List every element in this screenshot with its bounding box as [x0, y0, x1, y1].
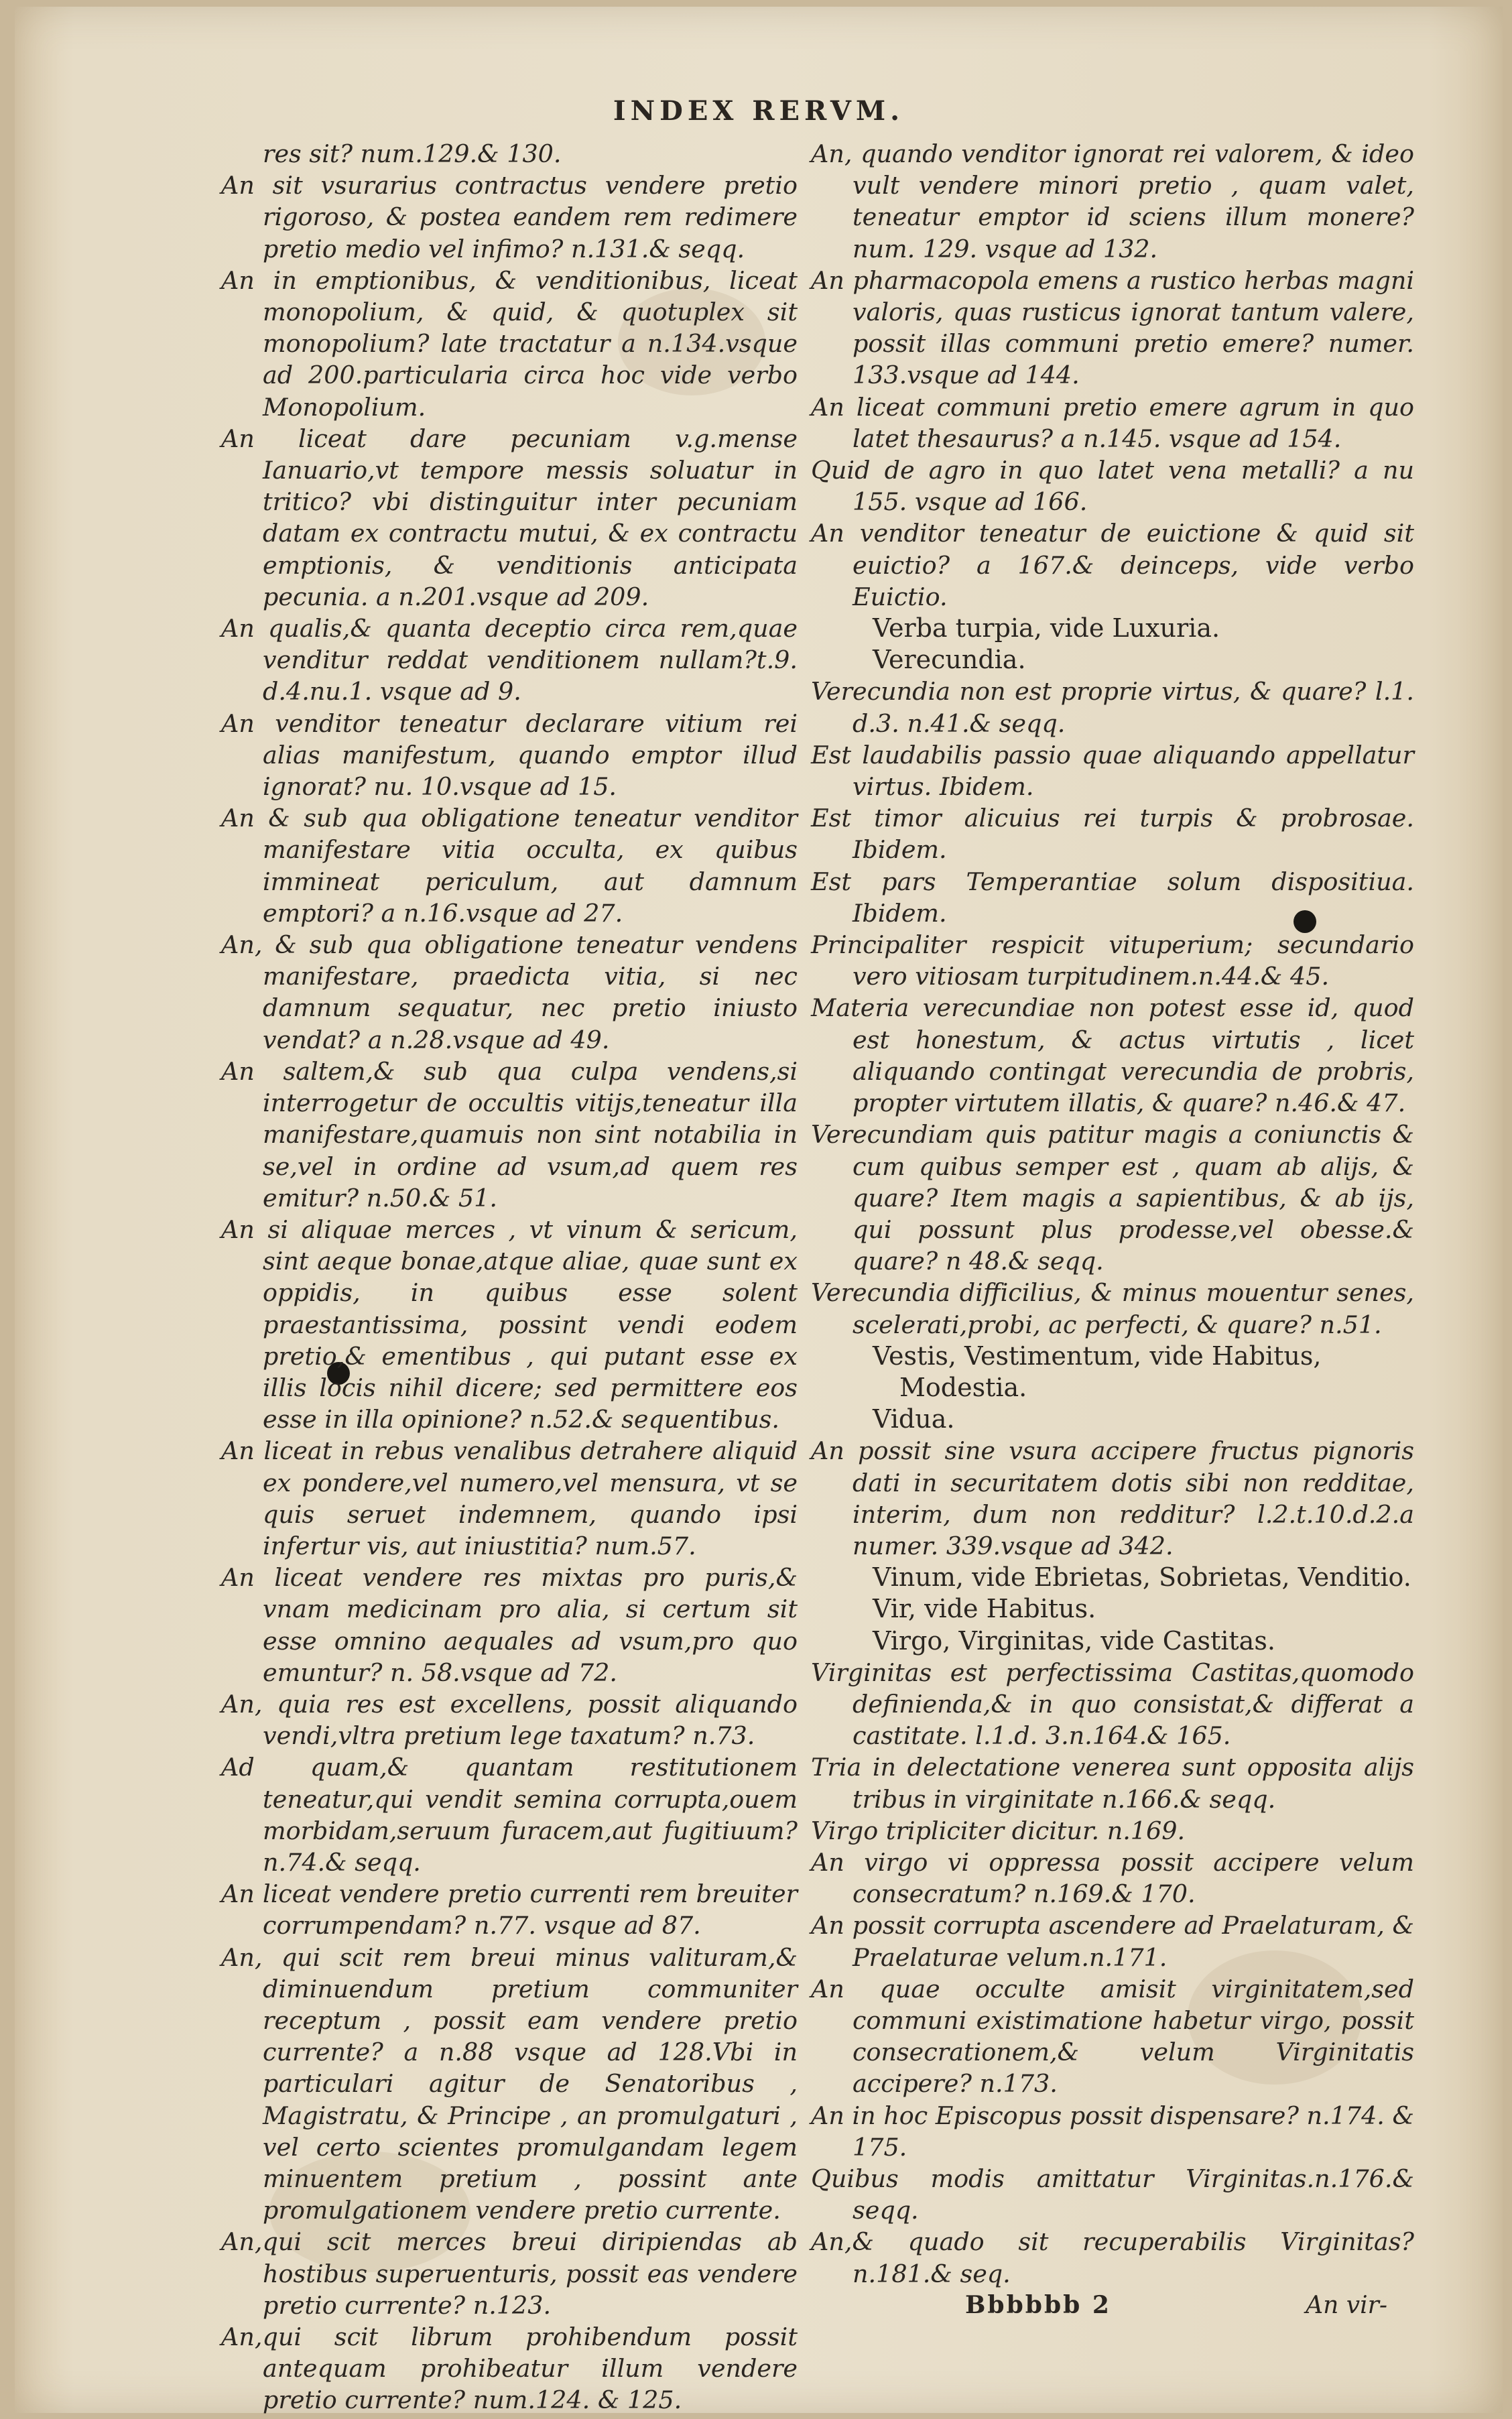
index-entry: An si aliquae merces , vt vinum & sericum, sint aeque bonae,atque aliae, quae sunt ex oppidis, in quibus esse solent praestantissima, possint vendi eodem pretio,& ementibus , qui putant esse ex illis locis nihil dicere; sed permittere eos esse in illa opinione? n.52.& sequentibus.: [221, 1215, 798, 1434]
index-heading: Vestis, Vestimentum, vide Habitus, Modestia.: [873, 1341, 1322, 1402]
index-entry: An liceat vendere res mixtas pro puris,& vnam medicinam pro alia, si certum sit esse omnino aequales ad vsum,pro quo emuntur? n. 58.vsque ad 72.: [221, 1563, 798, 1687]
index-heading: Virgo, Virginitas, vide Castitas.: [873, 1625, 1275, 1656]
index-entry: Principaliter respicit vituperium; secundario vero vitiosam turpitudinem.n.44.& 45.: [811, 930, 1414, 991]
index-entry: An liceat in rebus venalibus detrahere aliquid ex pondere,vel numero,vel mensura, vt se quis seruet indemnem, quando ipsi infertur vis, aut iniustitia? num.57.: [221, 1436, 798, 1560]
index-column-left: [221, 138, 798, 2416]
printed-page: [15, 7, 1503, 2413]
index-entry: Virgo tripliciter dicitur. n.169.: [811, 1816, 1186, 1845]
index-heading: Verecundia.: [873, 645, 1026, 675]
index-entry: An possit sine vsura accipere fructus pignoris dati in securitatem dotis sibi non redditae, interim, dum non redditur? l.2.t.10.d.2.a numer. 339.vsque ad 342.: [811, 1436, 1414, 1560]
index-entry: An,& quado sit recuperabilis Virginitas? n.181.& seq.: [811, 2227, 1414, 2288]
index-entry: An saltem,& sub qua culpa vendens,si interrogetur de occultis vitijs,teneatur illa manifestare,quamuis non sint notabilia in se,vel in ordine ad vsum,ad quem res emitur? n.50.& 51.: [221, 1056, 798, 1213]
index-entry: Quibus modis amittatur Virginitas.n.176.& seqq.: [811, 2164, 1414, 2225]
index-entry: An, quando venditor ignorat rei valorem, & ideo vult vendere minori pretio , quam valet, teneatur emptor id sciens illum monere? num. 129. vsque ad 132.: [811, 139, 1414, 263]
index-entry: An possit corrupta ascendere ad Praelaturam, & Praelaturae velum.n.171.: [811, 1911, 1414, 1972]
index-entry: Verecundia non est proprie virtus, & quare? l.1. d.3. n.41.& seqq.: [811, 677, 1414, 738]
index-entry: Tria in delectatione venerea sunt opposita alijs tribus in virginitate n.166.& seqq.: [811, 1753, 1414, 1814]
running-head: INDEX RERVM.: [613, 95, 905, 127]
index-entry: An, quia res est excellens, possit aliquando vendi,vltra pretium lege taxatum? n.73.: [221, 1689, 798, 1751]
index-heading: Vidua.: [873, 1404, 955, 1434]
index-entry: Verecundia difficilius, & minus mouentur senes, scelerati,probi, ac perfecti, & quare? n.51.: [811, 1278, 1414, 1339]
index-entry: An & sub qua obligatione teneatur venditor manifestare vitia occulta, ex quibus immineat periculum, aut damnum emptori? a n.16.vsque ad 27.: [221, 804, 798, 928]
index-entry: res sit? num.129.& 130.: [263, 139, 562, 168]
index-entry: An in emptionibus, & venditionibus, liceat monopolium, & quid, & quotuplex sit monopolium? late tractatur a n.134.vsque ad 200.particularia circa hoc vide verbo Monopolium.: [221, 265, 798, 422]
index-entry: An quae occulte amisit virginitatem,sed communi existimatione habetur virgo, possit consecrationem,& velum Virginitatis accipere? n.173.: [811, 1974, 1414, 2099]
index-heading: Vir, vide Habitus.: [873, 1594, 1096, 1624]
index-entry: An liceat communi pretio emere agrum in quo latet thesaurus? a n.145. vsque ad 154.: [811, 392, 1414, 453]
index-entry: An in hoc Episcopus possit dispensare? n.174. & 175.: [811, 2101, 1414, 2162]
index-entry: An, qui scit rem breui minus valituram,& diminuendum pretium communiter receptum , possit eam vendere pretio currente? a n.88 vsque ad 128.Vbi in particulari agitur de Senatoribus , Magistratu, & Principe , an promulgaturi , vel certo scientes promulgandam legem minuentem pretium , possint ante promulgationem vendere pretio currente.: [221, 1942, 798, 2225]
catchword: An vir-: [1306, 2291, 1387, 2319]
index-entry: An, & sub qua obligatione teneatur vendens manifestare, praedicta vitia, si nec damnum sequatur, nec pretio iniusto vendat? a n.28.vsque ad 49.: [221, 930, 798, 1054]
index-entry: Est laudabilis passio quae aliquando appellatur virtus. Ibidem.: [811, 740, 1414, 802]
index-entry: An,qui scit librum prohibendum possit antequam prohibeatur illum vendere pretio currente? num.124. & 125.: [221, 2322, 798, 2415]
index-entry: An virgo vi oppressa possit accipere velum consecratum? n.169.& 170.: [811, 1847, 1414, 1909]
index-heading: Verba turpia, vide Luxuria.: [873, 613, 1220, 643]
index-entry: Est timor alicuius rei turpis & probrosae. Ibidem.: [811, 804, 1414, 865]
index-entry: An venditor teneatur declarare vitium rei alias manifestum, quando emptor illud ignorat? nu. 10.vsque ad 15.: [221, 708, 798, 802]
index-entry: Verecundiam quis patitur magis a coniunctis & cum quibus semper est , quam ab alijs, & quare? Item magis a sapientibus, & ab ijs, qui possunt plus prodesse,vel obesse.& quare? n 48.& seqq.: [811, 1120, 1414, 1276]
index-entry: Quid de agro in quo latet vena metalli? a nu 155. vsque ad 166.: [811, 456, 1414, 517]
index-entry: An pharmacopola emens a rustico herbas magni valoris, quas rusticus ignorat tantum valere, possit illas communi pretio emere? numer. 133.vsque ad 144.: [811, 265, 1414, 390]
index-entry: Est pars Temperantiae solum dispositiua. Ibidem.: [811, 867, 1414, 928]
index-entry: An sit vsurarius contractus vendere pretio rigoroso, & postea eandem rem redimere pretio medio vel infimo? n.131.& seqq.: [221, 171, 798, 263]
index-entry: Materia verecundiae non potest esse id, quod est honestum, & actus virtutis , licet aliquando contingat verecundia de probris, propter virtutem illatis, & quare? n.46.& 47.: [811, 993, 1414, 1118]
index-entry: An liceat dare pecuniam v.g.mense Ianuario,vt tempore messis soluatur in tritico? vbi distinguitur inter pecuniam datam ex contractu mutui, & ex contractu emptionis, & venditionis anticipata pecunia. a n.201.vsque ad 209.: [221, 424, 798, 611]
signature-mark: Bbbbbb 2: [965, 2290, 1111, 2319]
index-entry: Virginitas est perfectissima Castitas,quomodo definienda,& in quo consistat,& differat a castitate. l.1.d. 3.n.164.& 165.: [811, 1658, 1414, 1751]
footer-line: [811, 2290, 1414, 2321]
index-entry: An qualis,& quanta deceptio circa rem,quae venditur reddat venditionem nullam?t.9. d.4.nu.1. vsque ad 9.: [221, 614, 798, 706]
index-heading: Vinum, vide Ebrietas, Sobrietas, Venditio.: [873, 1562, 1411, 1593]
index-entry: Ad quam,& quantam restitutionem teneatur,qui vendit semina corrupta,ouem morbidam,seruum furacem,aut fugitiuum? n.74.& seqq.: [221, 1753, 798, 1877]
index-entry: An liceat vendere pretio currenti rem breuiter corrumpendam? n.77. vsque ad 87.: [221, 1879, 798, 1940]
index-column-right: [811, 138, 1414, 2321]
index-entry: An,qui scit merces breui diripiendas ab hostibus superuenturis, possit eas vendere pretio currente? n.123.: [221, 2227, 798, 2320]
index-entry: An venditor teneatur de euictione & quid sit euictio? a 167.& deinceps, vide verbo Euictio.: [811, 519, 1414, 611]
